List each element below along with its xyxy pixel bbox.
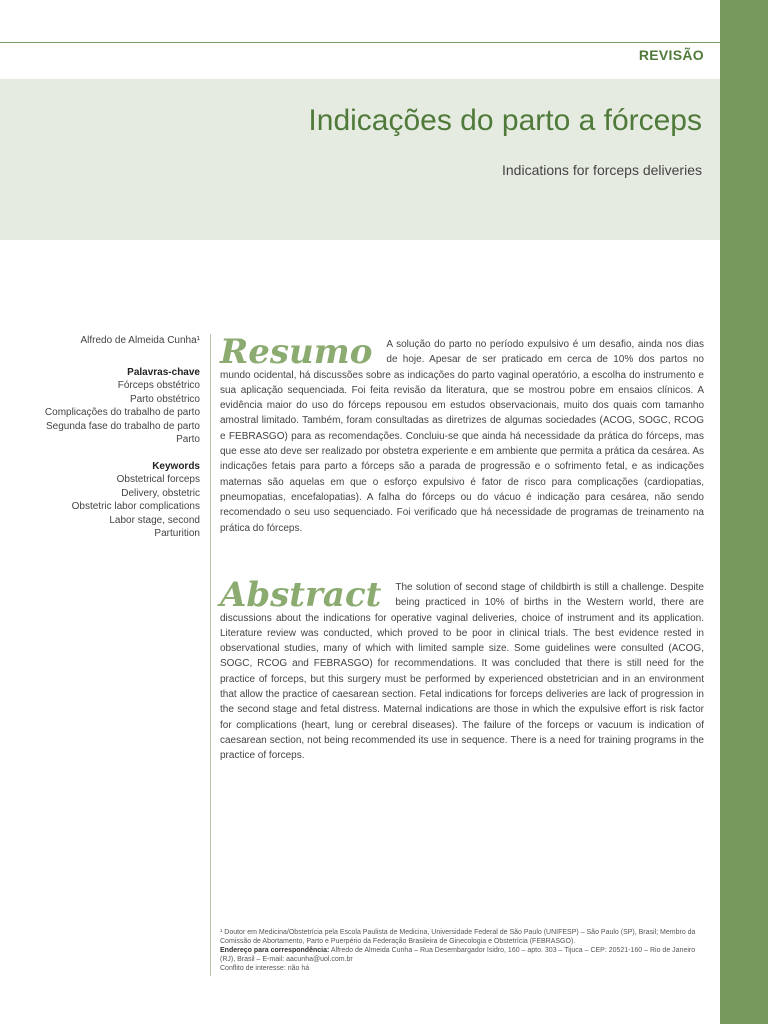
palavra-chave-item: Segunda fase do trabalho de parto [45,420,200,432]
abstract-heading: Abstract [220,575,382,615]
keywords-group [0,460,200,541]
author-name: Alfredo de Almeida Cunha¹ [80,335,200,346]
footnote-conflict: Conflito de interesse: não há [220,965,310,972]
correspondence-text: Alfredo de Almeida Cunha – Rua Desembargador Isidro, 160 – apto. 303 – Tijuca – CEP: 20521-160 – Rio de Janeiro (RJ), Brasil – E-mail: aacunha@uol.com.br [220,947,696,963]
keyword-item: Labor stage, second [109,514,200,526]
section-label: REVISÃO [638,47,704,63]
resumo-heading: Resumo [220,332,373,372]
resumo-text: A solução do parto no período expulsivo é um desafio, ainda nos dias de hoje. Apesar de ser praticado em cerca de 10% dos partos no mundo ocidental, há discussões sobre as indicações do parto vaginal operatório, a escolha do instrumento e sua aplicação sequenciada. Foi feita revisão da literatura, que se mostrou pobre em ensaios clínicos. A evidência maior do uso do fórceps repousou em estudos observacionais, muito dos quais com tamanho amostral limitado. Também, foram consultadas as diretrizes de algumas sociedades (ACOG, SOGC, RCOG e FEBRASGO) para as recomendações. Concluiu-se que ainda há necessidade da prática do fórceps, mas que esse ato deve ser realizado por obstetra experiente e em ambiente que permita a prática da cesárea. As indicações fetais para parto a fórceps são a parada de progressão e o sofrimento fetal, e as indicações maternas são aquelas em que o esforço expulsivo é fator de risco para complicações (cardiopatias, pneumopatias, encefalopatias). A falha do fórceps ou do vácuo é indicação para cesárea, não sendo recomendado o seu uso sequenciado. Foi verificado que há necessidade de programas de treinamento na prática do fórceps. [220,339,704,534]
palavra-chave-item: Parto obstétrico [129,393,200,405]
side-color-bar [720,0,768,1024]
keyword-item: Delivery, obstetric [121,487,200,499]
palavra-chave-item: Fórceps obstétrico [117,380,200,391]
abstract-section [220,575,704,764]
keyword-item: Obstetrical forceps [116,474,200,485]
article-title: Indicações do parto a fórceps [308,104,702,137]
abstract-text: The solution of second stage of childbirth is still a challenge. Despite being practiced in 10% of births in the Western world, there are discussions about the indications for operative vaginal deliveries, choice of instrument and its application. Literature review was conducted, which proved to be poor in clinical trials. The best evidence rested in observational studies, many of which with limited sample size. Some guidelines were consulted (ACOG, SOGC, RCOG and FEBRASGO) for recommendations. It was concluded that there is still need for the practice of forceps, but this surgery must be performed by experienced obstetrician and in an environment that allow the practice of caesarean section. Fetal indications for forceps deliveries are lack of progression in the second stage and fetal distress. Maternal indications are those in which the expulsive effort is risk factor for complications (heart, lung or cerebral diseases). The failure of the forceps or vacuum is indication of caesarean section, not being recommended its use in sequence. There is a need for training programs in the practice of forceps. [220,582,704,762]
top-rule [0,42,720,43]
keyword-item: Obstetric labor complications [71,501,200,512]
palavras-chave-group [0,366,200,447]
palavra-chave-item: Complicações do trabalho de parto [44,407,200,418]
palavra-chave-item: Parto [176,434,200,445]
correspondence-label: Endereço para correspondência: [220,947,330,954]
sidebar-metadata [0,334,200,554]
resumo-section [220,332,704,536]
column-divider [210,334,211,976]
footnote [220,928,704,973]
article-subtitle: Indications for forceps deliveries [502,162,702,178]
footnote-affiliation: ¹ Doutor em Medicina/Obstetrícia pela Escola Paulista de Medicina, Universidade Federal de São Paulo (UNIFESP) – São Paulo (SP), Brasil; Membro da Comissão de Abortamento, Parto e Puerpério da Federação Brasileira de Ginecologia e Obstetrícia (FEBRASGO). [220,929,696,945]
footnote-correspondence [220,946,704,964]
keyword-item: Parturition [154,528,200,539]
palavras-chave-title: Palavras-chave [127,366,200,378]
keywords-title: Keywords [152,460,200,472]
